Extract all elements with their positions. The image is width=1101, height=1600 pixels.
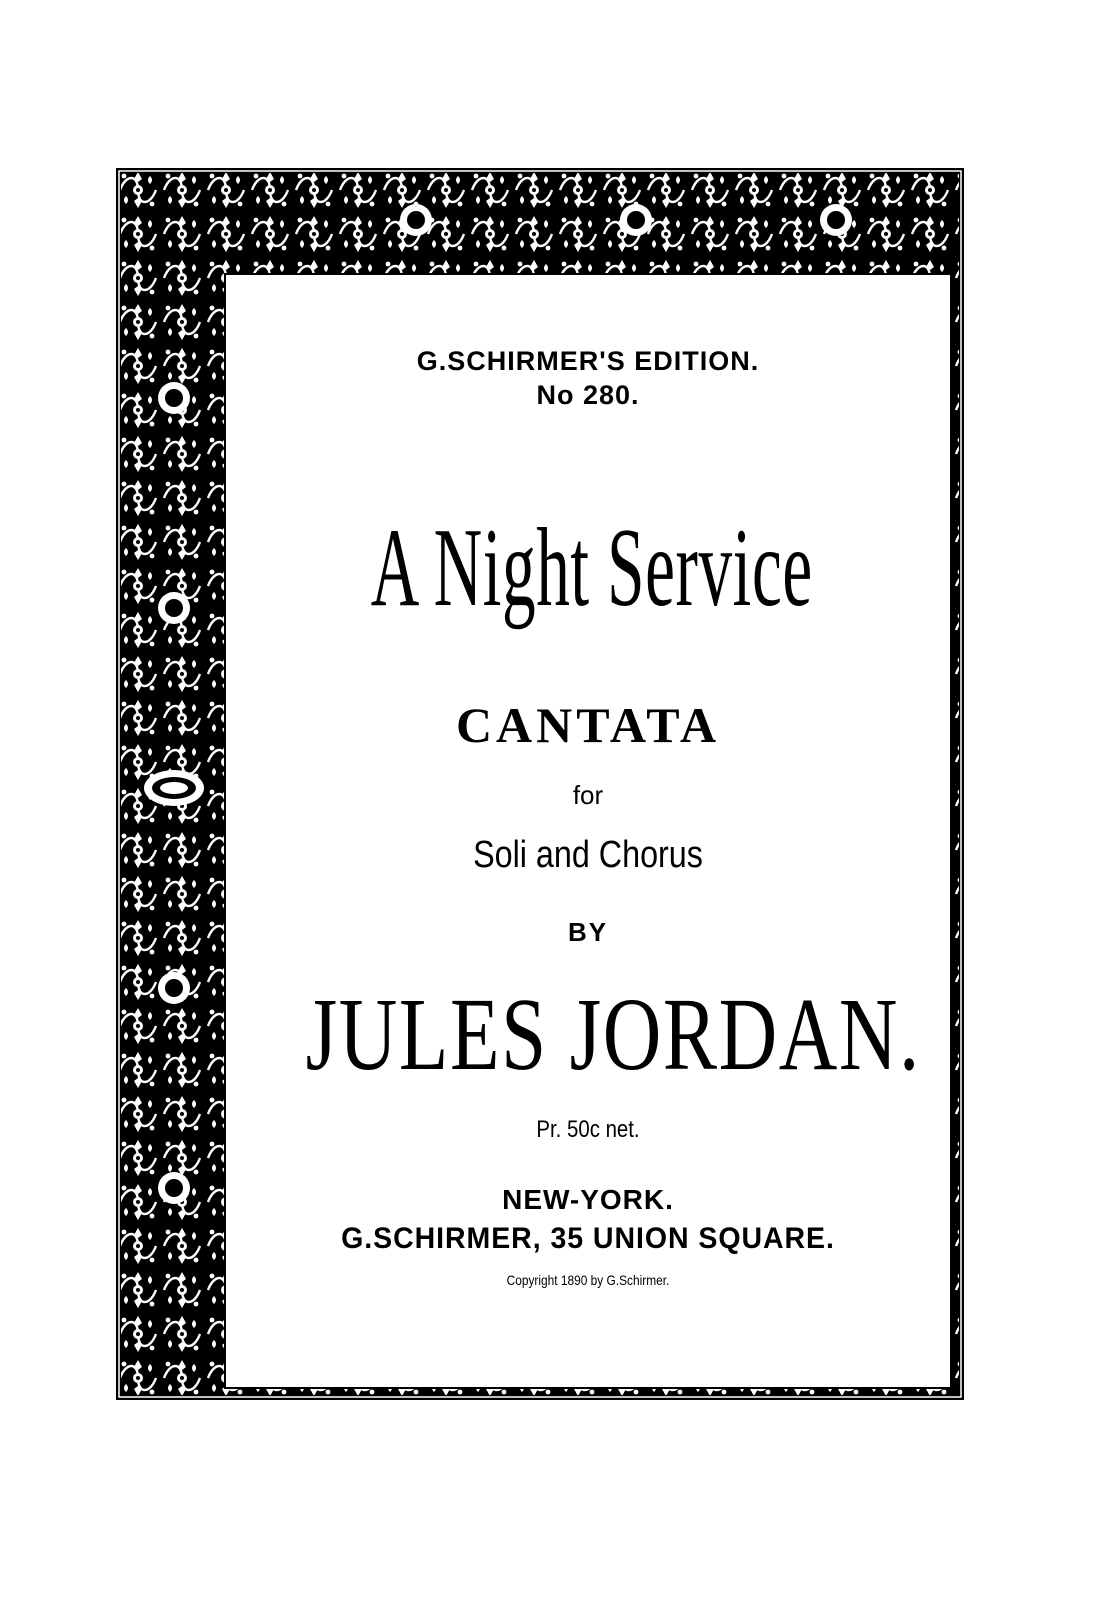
- edition-number: No 280.: [536, 380, 640, 410]
- publisher-address: G.SCHIRMER, 35 UNION SQUARE.: [341, 1222, 835, 1255]
- by-label: BY: [567, 917, 609, 947]
- page-title: A Night Service: [370, 506, 813, 630]
- copyright-notice: Copyright 1890 by G.Schirmer.: [506, 1272, 670, 1288]
- voices-label: Soli and Chorus: [473, 834, 703, 876]
- work-type: CANTATA: [455, 697, 721, 753]
- edition-line: G.SCHIRMER'S EDITION.: [416, 346, 760, 376]
- for-label: for: [572, 780, 604, 810]
- title-panel: [224, 273, 952, 1389]
- composer-name: JULES JORDAN.: [305, 977, 921, 1092]
- ornamental-border: [116, 168, 964, 1400]
- publisher-city: NEW-YORK.: [502, 1184, 674, 1215]
- price-label: Pr. 50c net.: [536, 1116, 640, 1143]
